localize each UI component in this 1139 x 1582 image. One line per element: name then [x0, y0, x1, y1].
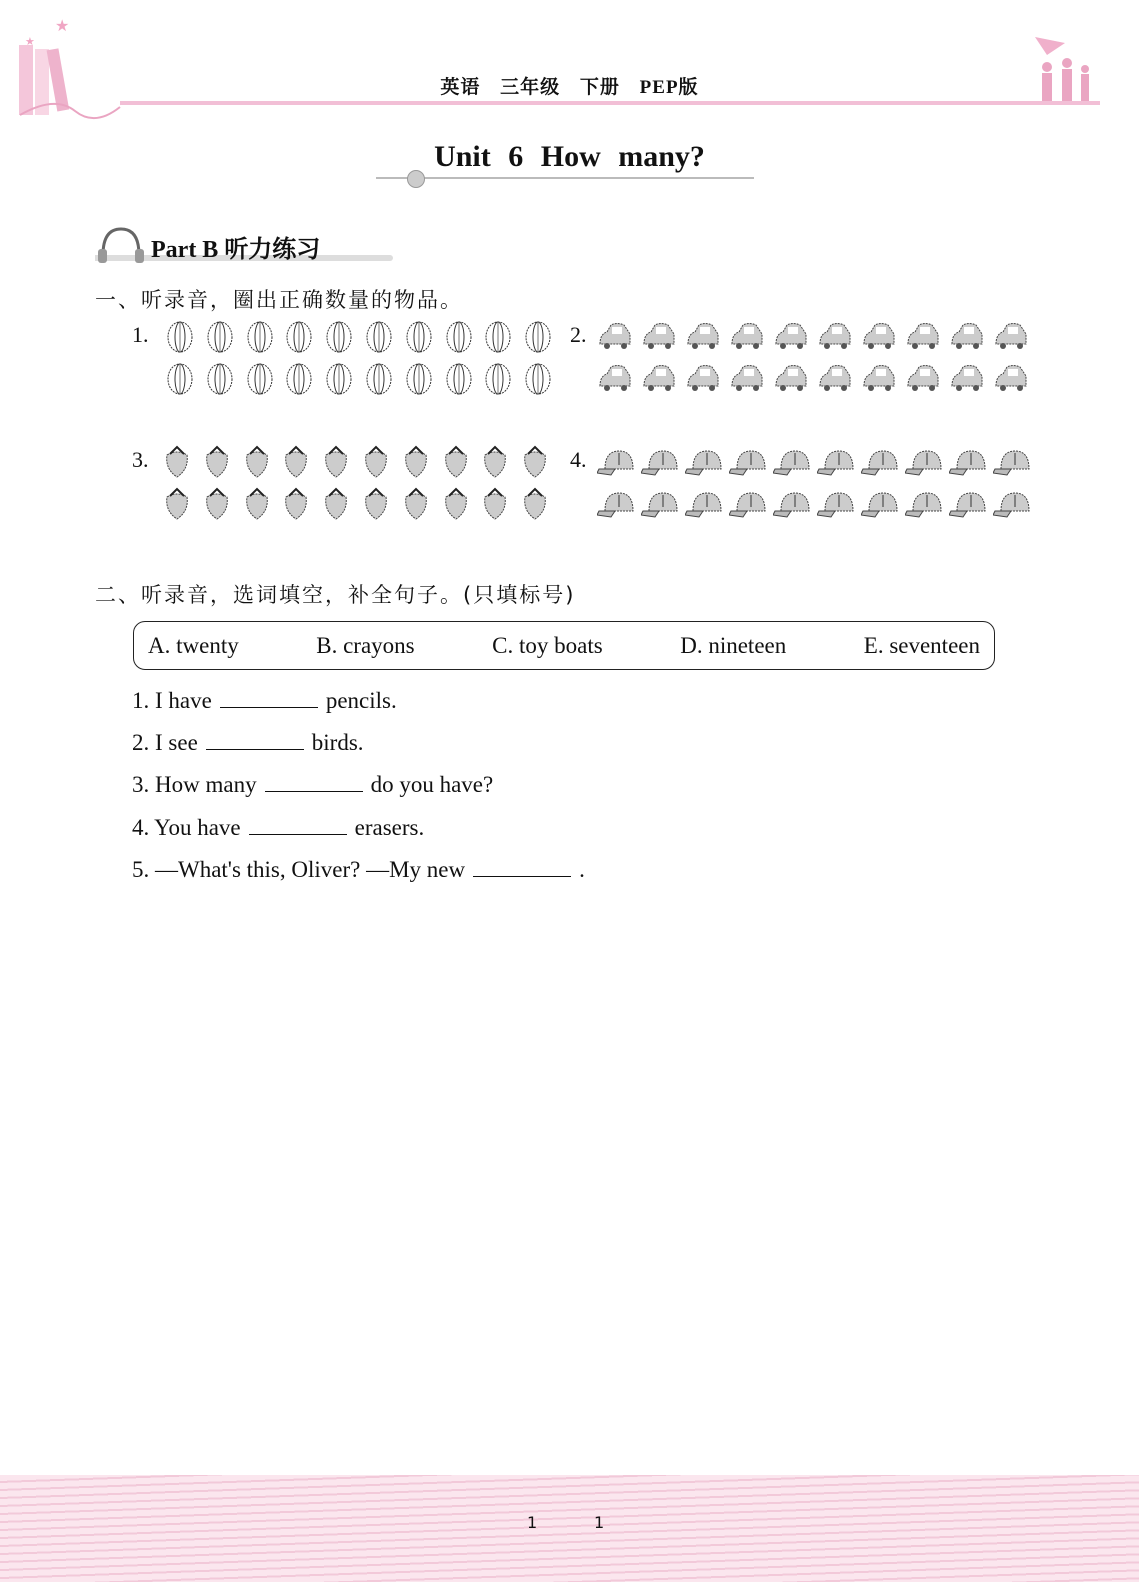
sentence — [132, 730, 364, 756]
sentence-text: birds. — [311, 730, 364, 755]
cap-icon[interactable] — [685, 487, 723, 521]
strawberry-icon[interactable] — [200, 445, 238, 479]
car-icon[interactable] — [641, 320, 679, 354]
strawberry-icon[interactable] — [160, 487, 198, 521]
ball-icon[interactable] — [322, 362, 360, 396]
car-icon[interactable] — [861, 320, 899, 354]
cap-icon[interactable] — [817, 487, 855, 521]
strawberry-icon[interactable] — [319, 445, 357, 479]
cap-icon[interactable] — [597, 487, 635, 521]
sentence-number: 3. — [132, 772, 150, 797]
ball-icon[interactable] — [163, 362, 201, 396]
ball-icon[interactable] — [322, 320, 360, 354]
strawberry-icon[interactable] — [359, 445, 397, 479]
group-number: 1. — [132, 322, 149, 347]
car-icon[interactable] — [817, 320, 855, 354]
sentence-text: You have — [154, 815, 241, 840]
cap-icon[interactable] — [729, 487, 767, 521]
cap-icon[interactable] — [685, 445, 723, 479]
cap-icon[interactable] — [729, 445, 767, 479]
car-icon[interactable] — [773, 362, 811, 396]
car-icon[interactable] — [641, 362, 679, 396]
sentence — [132, 772, 493, 798]
answer-blank[interactable] — [473, 858, 571, 877]
sentence-text: How many — [155, 772, 257, 797]
footer-band — [0, 1475, 1139, 1582]
ball-icon[interactable] — [203, 320, 241, 354]
svg-text:★: ★ — [55, 18, 70, 35]
cap-icon[interactable] — [641, 445, 679, 479]
word-options-box — [133, 621, 995, 670]
title-rule — [376, 177, 754, 179]
ball-icon[interactable] — [362, 362, 400, 396]
strawberry-icon[interactable] — [478, 445, 516, 479]
ball-icon[interactable] — [243, 362, 281, 396]
sentence-number: 4. — [132, 815, 150, 840]
ball-icon[interactable] — [282, 362, 320, 396]
car-icon[interactable] — [597, 320, 635, 354]
option: E. seventeen — [863, 632, 980, 658]
car-icon[interactable] — [817, 362, 855, 396]
cap-icon[interactable] — [993, 445, 1031, 479]
answer-blank[interactable] — [265, 773, 363, 792]
strawberry-icon[interactable] — [439, 445, 477, 479]
ball-icon[interactable] — [442, 362, 480, 396]
car-icon[interactable] — [993, 362, 1031, 396]
sentence-text: I see — [155, 730, 198, 755]
car-icon[interactable] — [949, 320, 987, 354]
cap-icon[interactable] — [993, 487, 1031, 521]
strawberry-icon[interactable] — [319, 487, 357, 521]
car-icon[interactable] — [905, 320, 943, 354]
strawberry-icon[interactable] — [399, 445, 437, 479]
sentence-text: pencils. — [325, 688, 397, 713]
page-number: 1 — [527, 1513, 538, 1532]
section1-heading: 一、听录音，圈出正确数量的物品。 — [95, 288, 463, 312]
ball-icon[interactable] — [481, 362, 519, 396]
answer-blank[interactable] — [206, 731, 304, 750]
answer-blank[interactable] — [249, 816, 347, 835]
strawberry-icon[interactable] — [518, 487, 556, 521]
strawberry-icon[interactable] — [160, 445, 198, 479]
car-icon[interactable] — [949, 362, 987, 396]
sentence — [132, 688, 397, 714]
strawberry-icon[interactable] — [240, 445, 278, 479]
group-number: 4. — [570, 447, 587, 472]
cap-icon[interactable] — [597, 445, 635, 479]
sentence — [132, 815, 424, 841]
part-banner — [95, 225, 400, 263]
books-decoration-icon — [15, 15, 125, 125]
sentence-number: 1. — [132, 688, 150, 713]
option: D. nineteen — [680, 632, 787, 658]
page-number: 1 — [594, 1513, 605, 1532]
part-label: Part B 听力练习 — [151, 237, 321, 263]
cap-icon[interactable] — [817, 445, 855, 479]
strawberry-icon[interactable] — [279, 487, 317, 521]
sentence-text: erasers. — [354, 815, 425, 840]
car-icon[interactable] — [685, 320, 723, 354]
headphones-icon — [95, 225, 147, 265]
sentence-number: 2. — [132, 730, 150, 755]
ball-icon[interactable] — [203, 362, 241, 396]
option: C. toy boats — [492, 632, 603, 658]
svg-text:★: ★ — [25, 36, 35, 48]
cap-icon[interactable] — [773, 445, 811, 479]
ball-icon[interactable] — [282, 320, 320, 354]
sentence-text: I have — [155, 688, 212, 713]
ball-icon[interactable] — [402, 362, 440, 396]
strawberry-icon[interactable] — [439, 487, 477, 521]
ball-icon[interactable] — [521, 320, 559, 354]
car-icon[interactable] — [905, 362, 943, 396]
cap-icon[interactable] — [861, 445, 899, 479]
sentence-text: do you have? — [370, 772, 494, 797]
title-dot — [407, 170, 425, 188]
ball-icon[interactable] — [521, 362, 559, 396]
cap-icon[interactable] — [773, 487, 811, 521]
option: B. crayons — [316, 632, 415, 658]
car-icon[interactable] — [597, 362, 635, 396]
strawberry-icon[interactable] — [399, 487, 437, 521]
ball-icon[interactable] — [163, 320, 201, 354]
header-text: 英语 三年级 下册 PEP版 — [440, 77, 699, 98]
ball-icon[interactable] — [481, 320, 519, 354]
cap-icon[interactable] — [905, 445, 943, 479]
car-icon[interactable] — [685, 362, 723, 396]
cap-icon[interactable] — [641, 487, 679, 521]
ball-icon[interactable] — [442, 320, 480, 354]
cap-icon[interactable] — [949, 445, 987, 479]
cap-icon[interactable] — [905, 487, 943, 521]
ball-icon[interactable] — [243, 320, 281, 354]
header-rule — [120, 101, 1100, 105]
answer-blank[interactable] — [220, 689, 318, 708]
strawberry-icon[interactable] — [478, 487, 516, 521]
cap-icon[interactable] — [861, 487, 899, 521]
car-icon[interactable] — [861, 362, 899, 396]
strawberry-icon[interactable] — [200, 487, 238, 521]
group-number: 2. — [570, 322, 587, 347]
car-icon[interactable] — [773, 320, 811, 354]
strawberry-icon[interactable] — [279, 445, 317, 479]
ball-icon[interactable] — [402, 320, 440, 354]
car-icon[interactable] — [993, 320, 1031, 354]
sentence-text: . — [579, 857, 585, 882]
ball-icon[interactable] — [362, 320, 400, 354]
sentence-text: —What's this, Oliver? —My new — [155, 857, 466, 882]
strawberry-icon[interactable] — [359, 487, 397, 521]
strawberry-icon[interactable] — [240, 487, 278, 521]
section2-heading: 二、听录音，选词填空，补全句子。(只填标号) — [95, 583, 576, 607]
sentence-number: 5. — [132, 857, 150, 882]
car-icon[interactable] — [729, 320, 767, 354]
car-icon[interactable] — [729, 362, 767, 396]
group-number: 3. — [132, 447, 149, 472]
cap-icon[interactable] — [949, 487, 987, 521]
strawberry-icon[interactable] — [518, 445, 556, 479]
page-title: Unit 6 How many? — [434, 140, 705, 173]
option: A. twenty — [148, 632, 239, 658]
sentence — [132, 857, 585, 883]
